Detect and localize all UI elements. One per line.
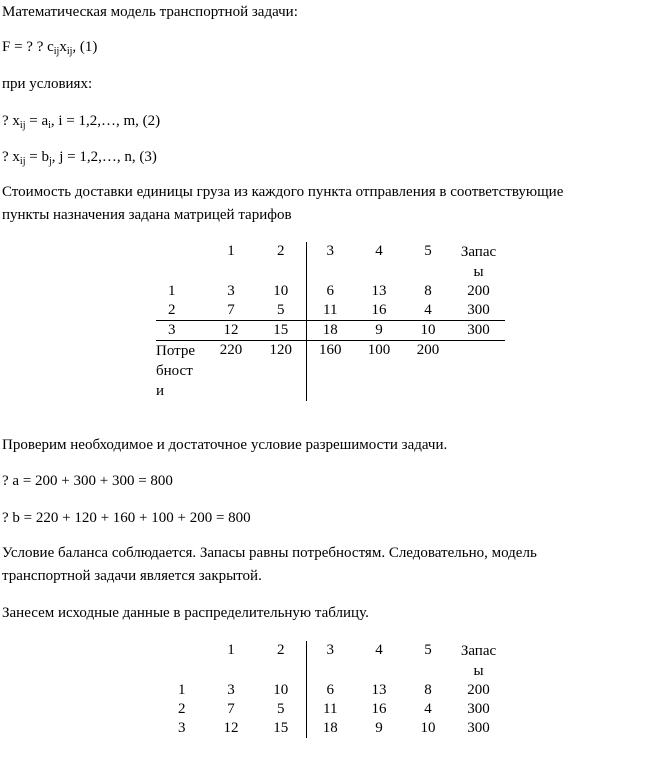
column-header: 2	[256, 242, 306, 282]
paragraph-line: Стоимость доставки единицы груза из каждого пункта отправления в соответствующие	[2, 184, 564, 200]
formula-variable: = b	[25, 149, 49, 165]
formula-subscript: ij	[66, 46, 73, 57]
table-row	[156, 301, 505, 321]
table-cell: 4	[424, 701, 432, 717]
demand-cell: 120	[256, 341, 306, 402]
demand-label-part: и	[156, 383, 165, 399]
row-label: 1	[178, 682, 186, 698]
table-cell: 13	[371, 283, 387, 299]
supply-cell: 300	[452, 301, 505, 321]
table-cell: 18	[306, 321, 354, 341]
check-sentence: Проверим необходимое и достаточное условие разрешимости задачи.	[2, 437, 448, 453]
table-cell: 10	[256, 681, 306, 700]
formula-variable: x	[59, 39, 67, 55]
row-label: 2	[156, 301, 206, 321]
conditions-label: при условиях:	[2, 76, 93, 92]
formula-subscript: ij	[19, 156, 26, 167]
formula-suffix: , (1)	[72, 39, 98, 55]
empty-cell	[452, 341, 505, 402]
table-cell: 11	[306, 301, 354, 321]
tariff-paragraph	[2, 181, 642, 227]
table-cell: 3	[227, 283, 235, 299]
table-cell: 10	[404, 321, 452, 341]
table-cell: 9	[375, 720, 383, 736]
table-cell: 7	[227, 701, 235, 717]
formula-variable: = a	[25, 113, 49, 129]
supply-header-part: Запас	[460, 244, 497, 260]
supply-header-part: ы	[473, 663, 484, 679]
supply-cell: 300	[467, 701, 490, 717]
supply-header	[452, 641, 505, 681]
table-row	[156, 700, 505, 719]
demand-label-part: Потре	[156, 343, 196, 359]
sum-demand: ? b = 220 + 120 + 160 + 100 + 200 = 800	[2, 510, 251, 526]
table-cell: 10	[420, 720, 436, 736]
objective-formula	[2, 38, 97, 56]
table-cell: 13	[371, 682, 387, 698]
table-header-row	[156, 242, 505, 282]
formula-prefix: F = ? ? c	[2, 39, 54, 55]
paragraph-line: пункты назначения задана матрицей тарифов	[2, 207, 292, 223]
column-header: 1	[227, 642, 235, 658]
supply-cell: 200	[467, 682, 490, 698]
table-cell: 18	[322, 720, 338, 736]
tariff-table	[156, 242, 505, 401]
table-cell: 5	[256, 301, 306, 321]
table-cell: 16	[354, 301, 404, 321]
paragraph-line: Условие баланса соблюдается. Запасы равны потребностям. Следовательно, модель	[2, 545, 537, 561]
demand-cell: 220	[219, 342, 243, 358]
table-cell: 7	[206, 301, 256, 321]
corner-cell	[156, 242, 206, 282]
table-cell: 11	[323, 701, 338, 717]
column-header: 3	[326, 642, 334, 658]
supply-cell: 200	[467, 283, 490, 299]
supply-header-part: ы	[473, 264, 484, 280]
table-cell: 15	[256, 321, 306, 341]
column-header: 4	[375, 642, 383, 658]
distribution-table	[156, 641, 506, 738]
column-header: 5	[424, 642, 432, 658]
table-cell: 12	[206, 321, 256, 341]
formula-prefix: ? x	[2, 113, 20, 129]
formula-subscript: ij	[53, 46, 60, 57]
formula-subscript: j	[48, 156, 52, 167]
formula-suffix: , i = 1,2,…, m, (2)	[50, 113, 161, 129]
model-heading: Математическая модель транспортной задачи:	[2, 4, 298, 20]
table-cell: 4	[404, 301, 452, 321]
table-cell: 16	[371, 701, 387, 717]
table-row	[156, 681, 505, 700]
supply-header	[452, 242, 505, 282]
table-cell: 9	[354, 321, 404, 341]
balance-paragraph	[2, 542, 642, 588]
demand-label	[156, 341, 206, 402]
formula-suffix: , j = 1,2,…, n, (3)	[51, 149, 157, 165]
table-cell: 10	[256, 282, 306, 301]
table-header-row	[156, 641, 505, 681]
sum-supply: ? a = 200 + 300 + 300 = 800	[2, 473, 173, 489]
paragraph-line: транспортной задачи является закрытой.	[2, 568, 262, 584]
table-cell: 8	[424, 682, 432, 698]
column-header: 4	[375, 243, 383, 259]
row-label: 2	[178, 701, 186, 717]
formula-subscript: ij	[19, 120, 26, 131]
table-cell: 8	[424, 283, 432, 299]
row-label: 1	[168, 283, 176, 299]
table-cell: 6	[326, 283, 334, 299]
demand-cell: 160	[319, 342, 342, 358]
corner-cell	[156, 641, 206, 681]
table-cell: 12	[223, 720, 239, 736]
condition-3	[2, 148, 157, 166]
demand-cell: 100	[367, 342, 391, 358]
row-label: 3	[156, 321, 206, 341]
row-label: 3	[178, 720, 186, 736]
table-row	[156, 282, 505, 301]
demand-row	[156, 341, 505, 402]
table-cell: 6	[326, 682, 334, 698]
column-header: 5	[424, 243, 432, 259]
supply-header-part: Запас	[460, 643, 497, 659]
formula-subscript: i	[48, 120, 51, 131]
table-cell: 3	[227, 682, 235, 698]
condition-2	[2, 112, 160, 130]
column-header: 3	[326, 243, 334, 259]
table-row	[156, 321, 505, 341]
formula-prefix: ? x	[2, 149, 20, 165]
table-row	[156, 719, 505, 738]
table-cell: 5	[256, 700, 306, 719]
demand-cell: 200	[416, 342, 440, 358]
supply-cell: 300	[452, 321, 505, 341]
table-cell: 15	[256, 719, 306, 738]
column-header: 2	[256, 641, 306, 681]
supply-cell: 300	[467, 720, 490, 736]
column-header: 1	[227, 243, 235, 259]
enter-sentence: Занесем исходные данные в распределительную таблицу.	[2, 605, 369, 621]
demand-label-part: бност	[156, 363, 193, 379]
